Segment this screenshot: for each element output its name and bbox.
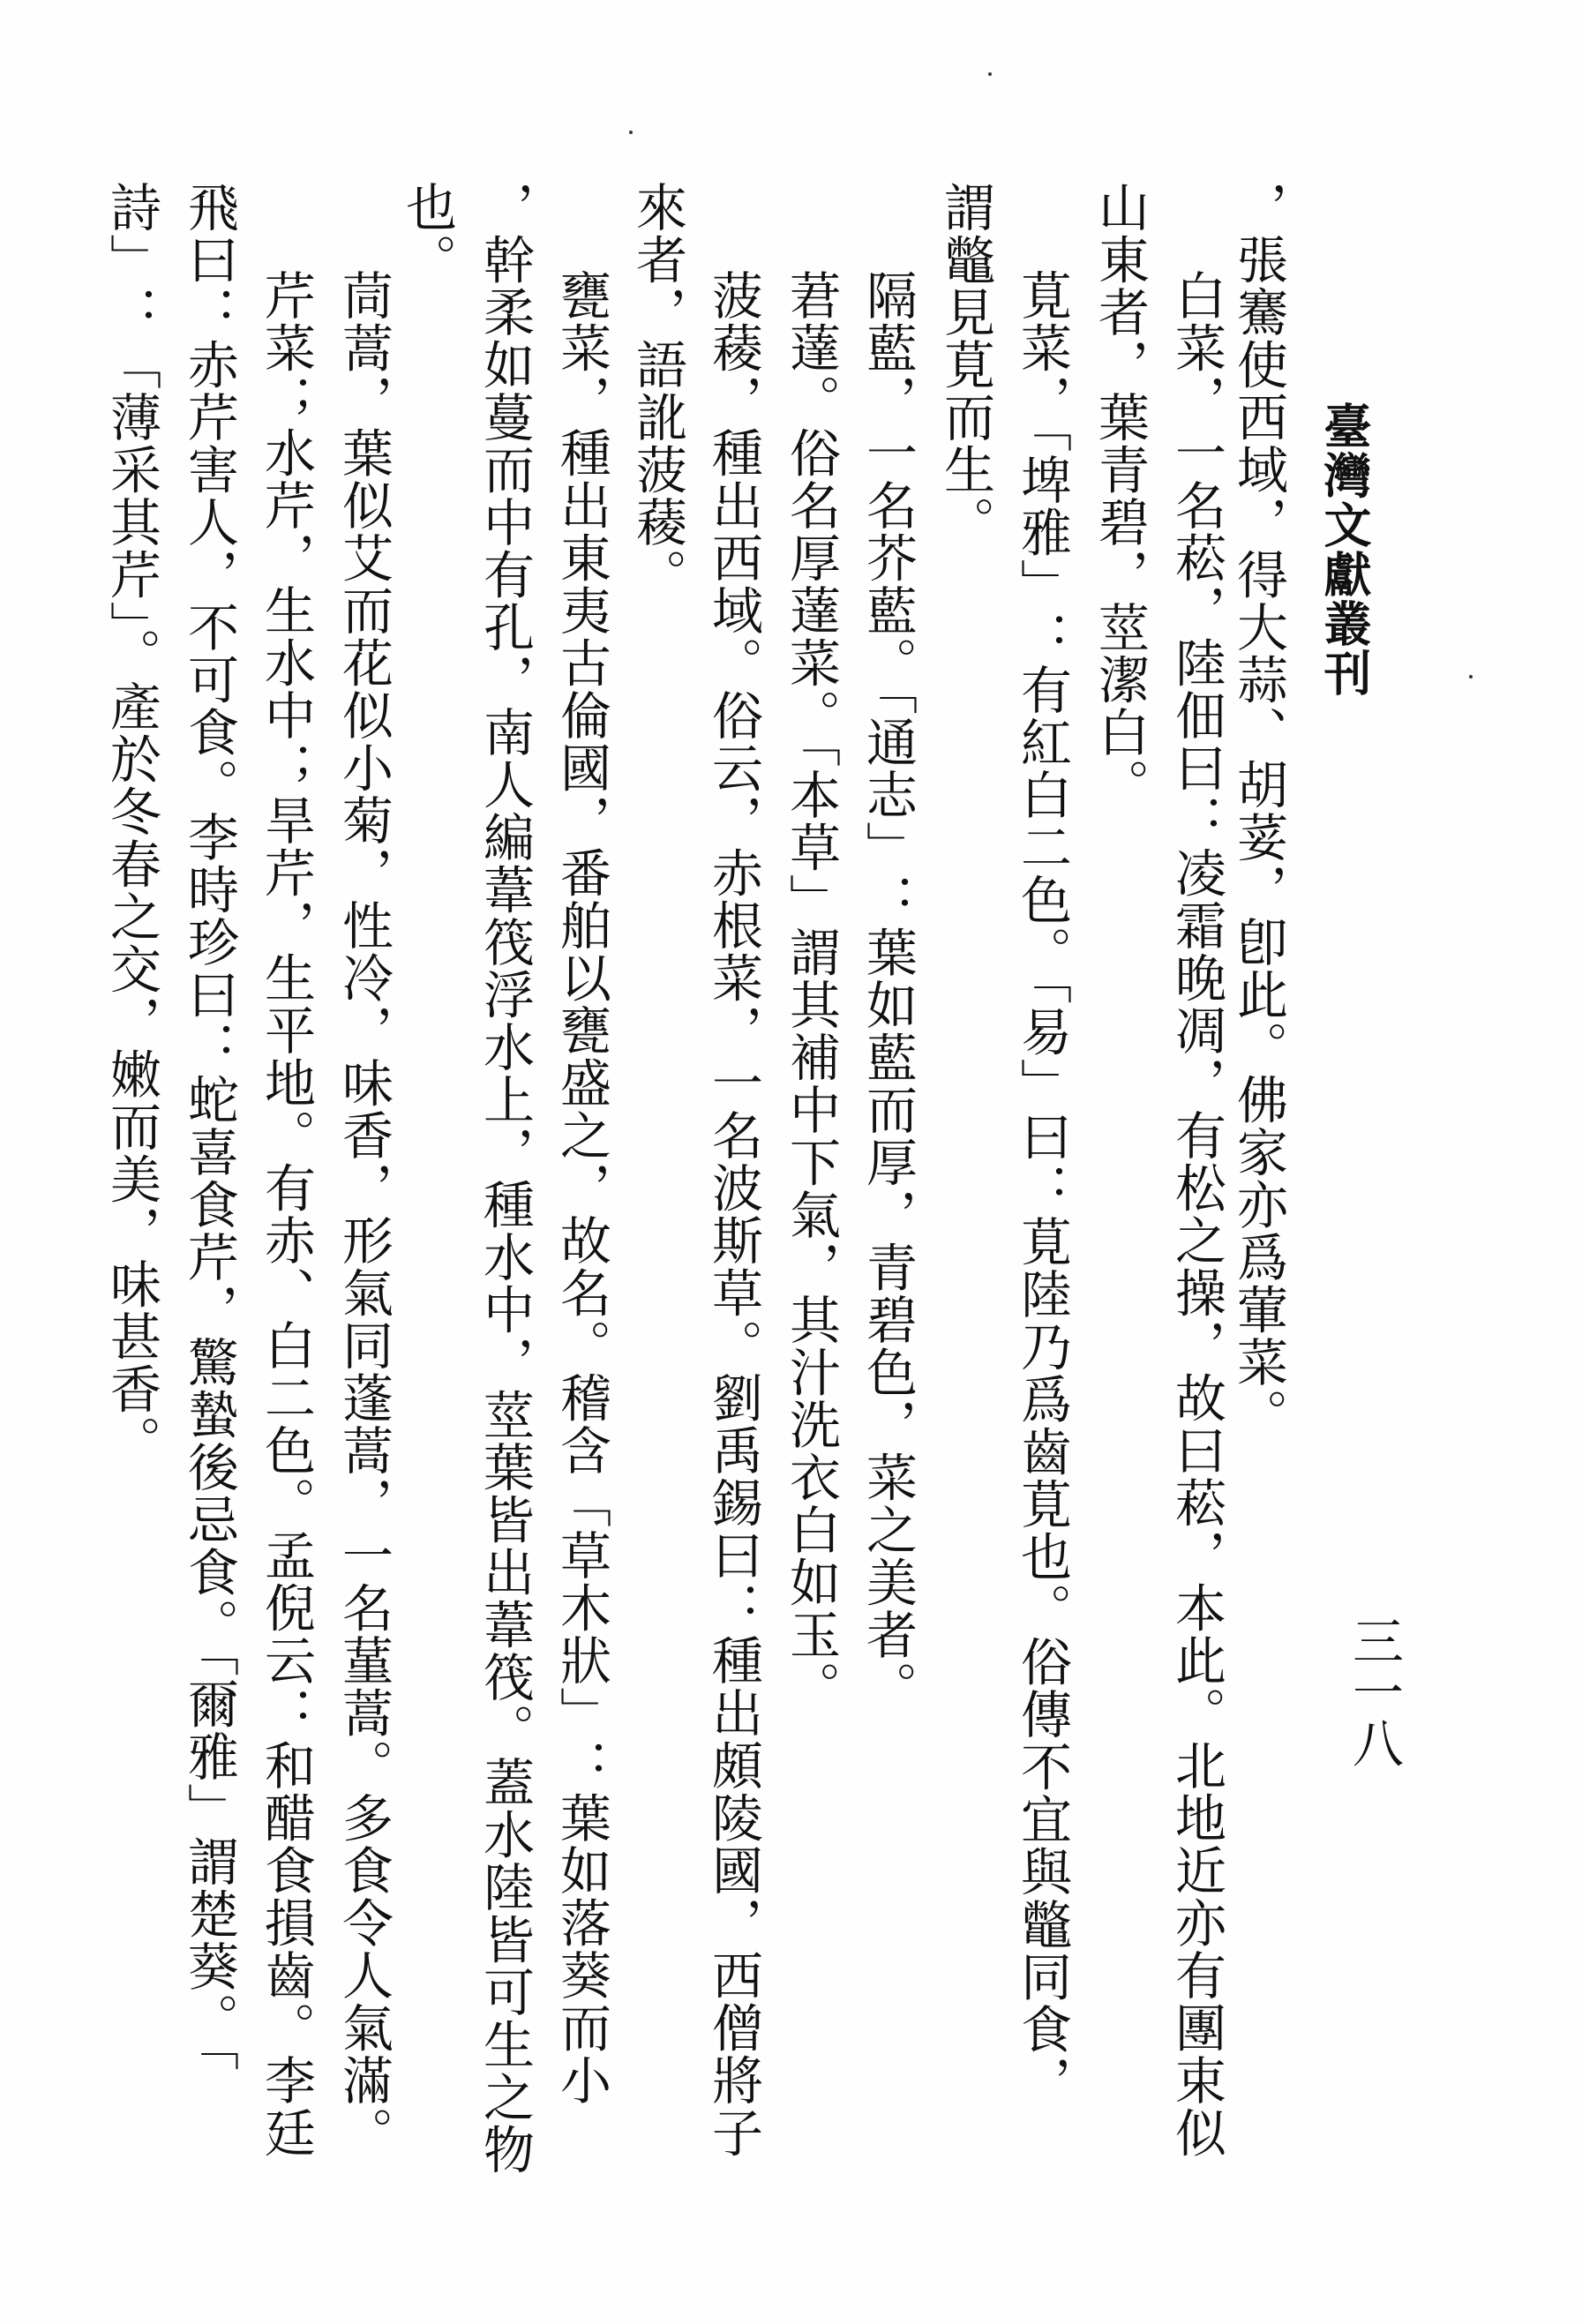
scan-speck [1469, 675, 1473, 678]
scan-speck [988, 72, 992, 76]
text-column-1: ，張騫使西域，得大蒜、胡荽，卽此。佛家亦爲葷菜。 [1228, 181, 1288, 1441]
text-column-16: 詩」：「薄采其芹」。產於冬春之交，嫩而美，味甚香。 [101, 181, 161, 1468]
text-column-7: 莙薘。俗名厚薘菜。「本草」謂其補中下氣，其汁洗衣白如玉。 [781, 269, 841, 1713]
text-column-9: 來者，語訛菠薐。 [627, 181, 687, 601]
scan-speck [629, 131, 633, 134]
text-column-3: 山東者，葉青碧，莖潔白。 [1090, 181, 1150, 811]
text-column-6: 隔藍，一名芥藍。「通志」：葉如藍而厚，青碧色，菜之美者。 [858, 269, 918, 1713]
text-column-4: 莧菜，「埤雅」：有紅白二色。「易」曰：莧陸乃爲齒莧也。俗傳不宜與鼈同食， [1012, 269, 1072, 2108]
text-column-13: 茼蒿，葉似艾而花似小菊，性冷，味香，形氣同蓬蒿，一名蓳蒿。多食令人氣滿。 [334, 269, 394, 2159]
text-column-12: 也。 [397, 181, 457, 286]
page-number: 三一八 [1344, 1615, 1404, 1768]
text-column-2: 白菜，一名菘，陸佃曰：凌霜晚凋，有松之操，故曰菘，本此。北地近亦有團束似 [1166, 269, 1226, 2159]
text-column-15: 飛曰：赤芹害人，不可食。李時珍曰：蛇喜食芹，驚蟄後忌食。「爾雅」謂楚葵。「 [179, 181, 239, 2073]
text-column-14: 芹菜；水芹，生水中；旱芹，生平地。有赤、白二色。孟倪云：和醋食損齒。李廷 [256, 269, 316, 2159]
text-column-5: 謂鼈見莧而生。 [935, 181, 995, 549]
text-column-10: 甕菜，種出東夷古倫國，番舶以甕盛之，故名。稽含「草木狀」：葉如落葵而小 [551, 269, 611, 2107]
text-column-11: ，幹柔如蔓而中有孔，南人編葦筏浮水上，種水中，莖葉皆出葦筏。蓋水陸皆可生之物 [475, 181, 535, 2176]
running-header-title: 臺灣文獻叢刊 [1316, 401, 1373, 698]
text-column-8: 菠薐，種出西域。俗云，赤根菜，一名波斯草。劉禹錫曰：種出頗陵國，西僧將子 [703, 269, 763, 2159]
